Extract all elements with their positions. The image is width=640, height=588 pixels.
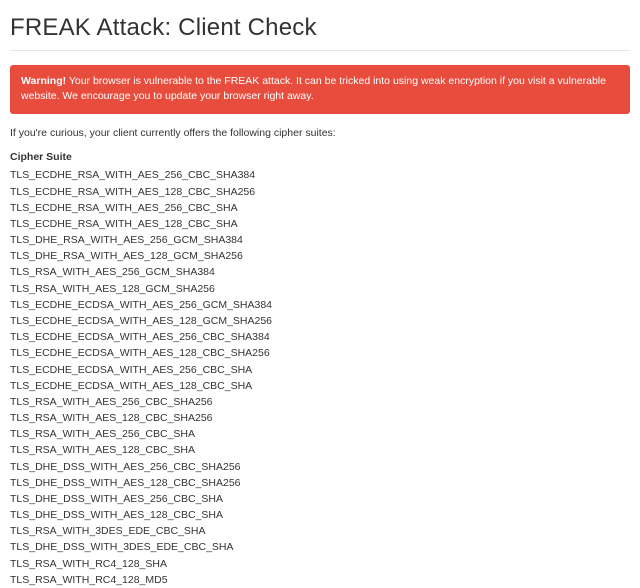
intro-text: If you're curious, your client currently offers the following cipher suites: bbox=[10, 127, 336, 140]
cipher-suite-cell: TLS_DHE_DSS_WITH_3DES_EDE_CBC_SHA bbox=[10, 541, 234, 554]
table-row bbox=[10, 313, 630, 329]
title-divider bbox=[10, 50, 630, 51]
page-container bbox=[0, 14, 640, 588]
table-row bbox=[10, 297, 630, 313]
cipher-suite-cell: TLS_DHE_DSS_WITH_AES_256_CBC_SHA256 bbox=[10, 460, 241, 473]
table-header-row bbox=[10, 151, 630, 167]
cipher-suite-cell: TLS_DHE_RSA_WITH_AES_256_GCM_SHA384 bbox=[10, 234, 243, 247]
table-row bbox=[10, 329, 630, 345]
page-title: FREAK Attack: Client Check bbox=[10, 14, 317, 41]
table-row bbox=[10, 475, 630, 491]
table-row bbox=[10, 184, 630, 200]
cipher-suite-cell: TLS_ECDHE_RSA_WITH_AES_256_CBC_SHA bbox=[10, 201, 238, 214]
cipher-suite-cell: TLS_DHE_DSS_WITH_AES_256_CBC_SHA bbox=[10, 492, 224, 505]
table-row bbox=[10, 394, 630, 410]
table-row bbox=[10, 459, 630, 475]
table-row bbox=[10, 232, 630, 248]
table-row bbox=[10, 362, 630, 378]
cipher-suite-cell: TLS_RSA_WITH_3DES_EDE_CBC_SHA bbox=[10, 525, 206, 538]
table-row bbox=[10, 410, 630, 426]
table-row bbox=[10, 539, 630, 555]
cipher-table-body bbox=[10, 167, 630, 587]
cipher-suite-cell: TLS_RSA_WITH_AES_128_CBC_SHA256 bbox=[10, 412, 213, 425]
table-row bbox=[10, 281, 630, 297]
table-row bbox=[10, 556, 630, 572]
cipher-suite-cell: TLS_DHE_DSS_WITH_AES_128_CBC_SHA bbox=[10, 509, 224, 522]
cipher-suite-cell: TLS_ECDHE_RSA_WITH_AES_128_CBC_SHA bbox=[10, 217, 238, 230]
cipher-suite-cell: TLS_ECDHE_ECDSA_WITH_AES_256_CBC_SHA384 bbox=[10, 331, 270, 344]
cipher-table-head bbox=[10, 151, 630, 167]
table-row bbox=[10, 345, 630, 361]
table-row bbox=[10, 442, 630, 458]
cipher-suite-cell: TLS_ECDHE_ECDSA_WITH_AES_128_CBC_SHA bbox=[10, 379, 253, 392]
table-row bbox=[10, 523, 630, 539]
cipher-suite-cell: TLS_RSA_WITH_AES_128_GCM_SHA256 bbox=[10, 282, 215, 295]
cipher-suite-cell: TLS_RSA_WITH_AES_256_CBC_SHA bbox=[10, 428, 195, 441]
table-row bbox=[10, 378, 630, 394]
table-row bbox=[10, 507, 630, 523]
cipher-suite-cell: TLS_DHE_DSS_WITH_AES_128_CBC_SHA256 bbox=[10, 476, 241, 489]
table-row bbox=[10, 216, 630, 232]
alert-strong-label: Warning! bbox=[21, 75, 67, 87]
cipher-suite-table bbox=[10, 151, 630, 587]
table-row bbox=[10, 491, 630, 507]
cipher-suite-cell: TLS_ECDHE_RSA_WITH_AES_128_CBC_SHA256 bbox=[10, 185, 256, 198]
cipher-suite-cell: TLS_RSA_WITH_RC4_128_MD5 bbox=[10, 573, 168, 586]
cipher-suite-cell: TLS_ECDHE_ECDSA_WITH_AES_128_CBC_SHA256 bbox=[10, 347, 270, 360]
cipher-suite-cell: TLS_ECDHE_ECDSA_WITH_AES_256_GCM_SHA384 bbox=[10, 298, 273, 311]
cipher-suite-cell: TLS_DHE_RSA_WITH_AES_128_GCM_SHA256 bbox=[10, 250, 243, 263]
cipher-suite-cell: TLS_ECDHE_RSA_WITH_AES_256_CBC_SHA384 bbox=[10, 169, 256, 182]
alert-message: Your browser is vulnerable to the FREAK attack. It can be tricked into using weak encryption if you visit a vulnerable website. We encourage you to update your browser right away. bbox=[21, 75, 606, 103]
table-row bbox=[10, 200, 630, 216]
table-row bbox=[10, 264, 630, 280]
table-row bbox=[10, 426, 630, 442]
warning-alert bbox=[10, 65, 630, 114]
table-row bbox=[10, 572, 630, 588]
cipher-suite-cell: TLS_ECDHE_ECDSA_WITH_AES_256_CBC_SHA bbox=[10, 363, 253, 376]
cipher-suite-cell: TLS_ECDHE_ECDSA_WITH_AES_128_GCM_SHA256 bbox=[10, 314, 273, 327]
cipher-suite-cell: TLS_RSA_WITH_RC4_128_SHA bbox=[10, 557, 167, 570]
table-row bbox=[10, 167, 630, 183]
cipher-suite-cell: TLS_RSA_WITH_AES_256_CBC_SHA256 bbox=[10, 395, 213, 408]
cipher-suite-cell: TLS_RSA_WITH_AES_128_CBC_SHA bbox=[10, 444, 195, 457]
column-header-cipher-suite: Cipher Suite bbox=[10, 151, 72, 164]
table-row bbox=[10, 248, 630, 264]
cipher-suite-cell: TLS_RSA_WITH_AES_256_GCM_SHA384 bbox=[10, 266, 215, 279]
